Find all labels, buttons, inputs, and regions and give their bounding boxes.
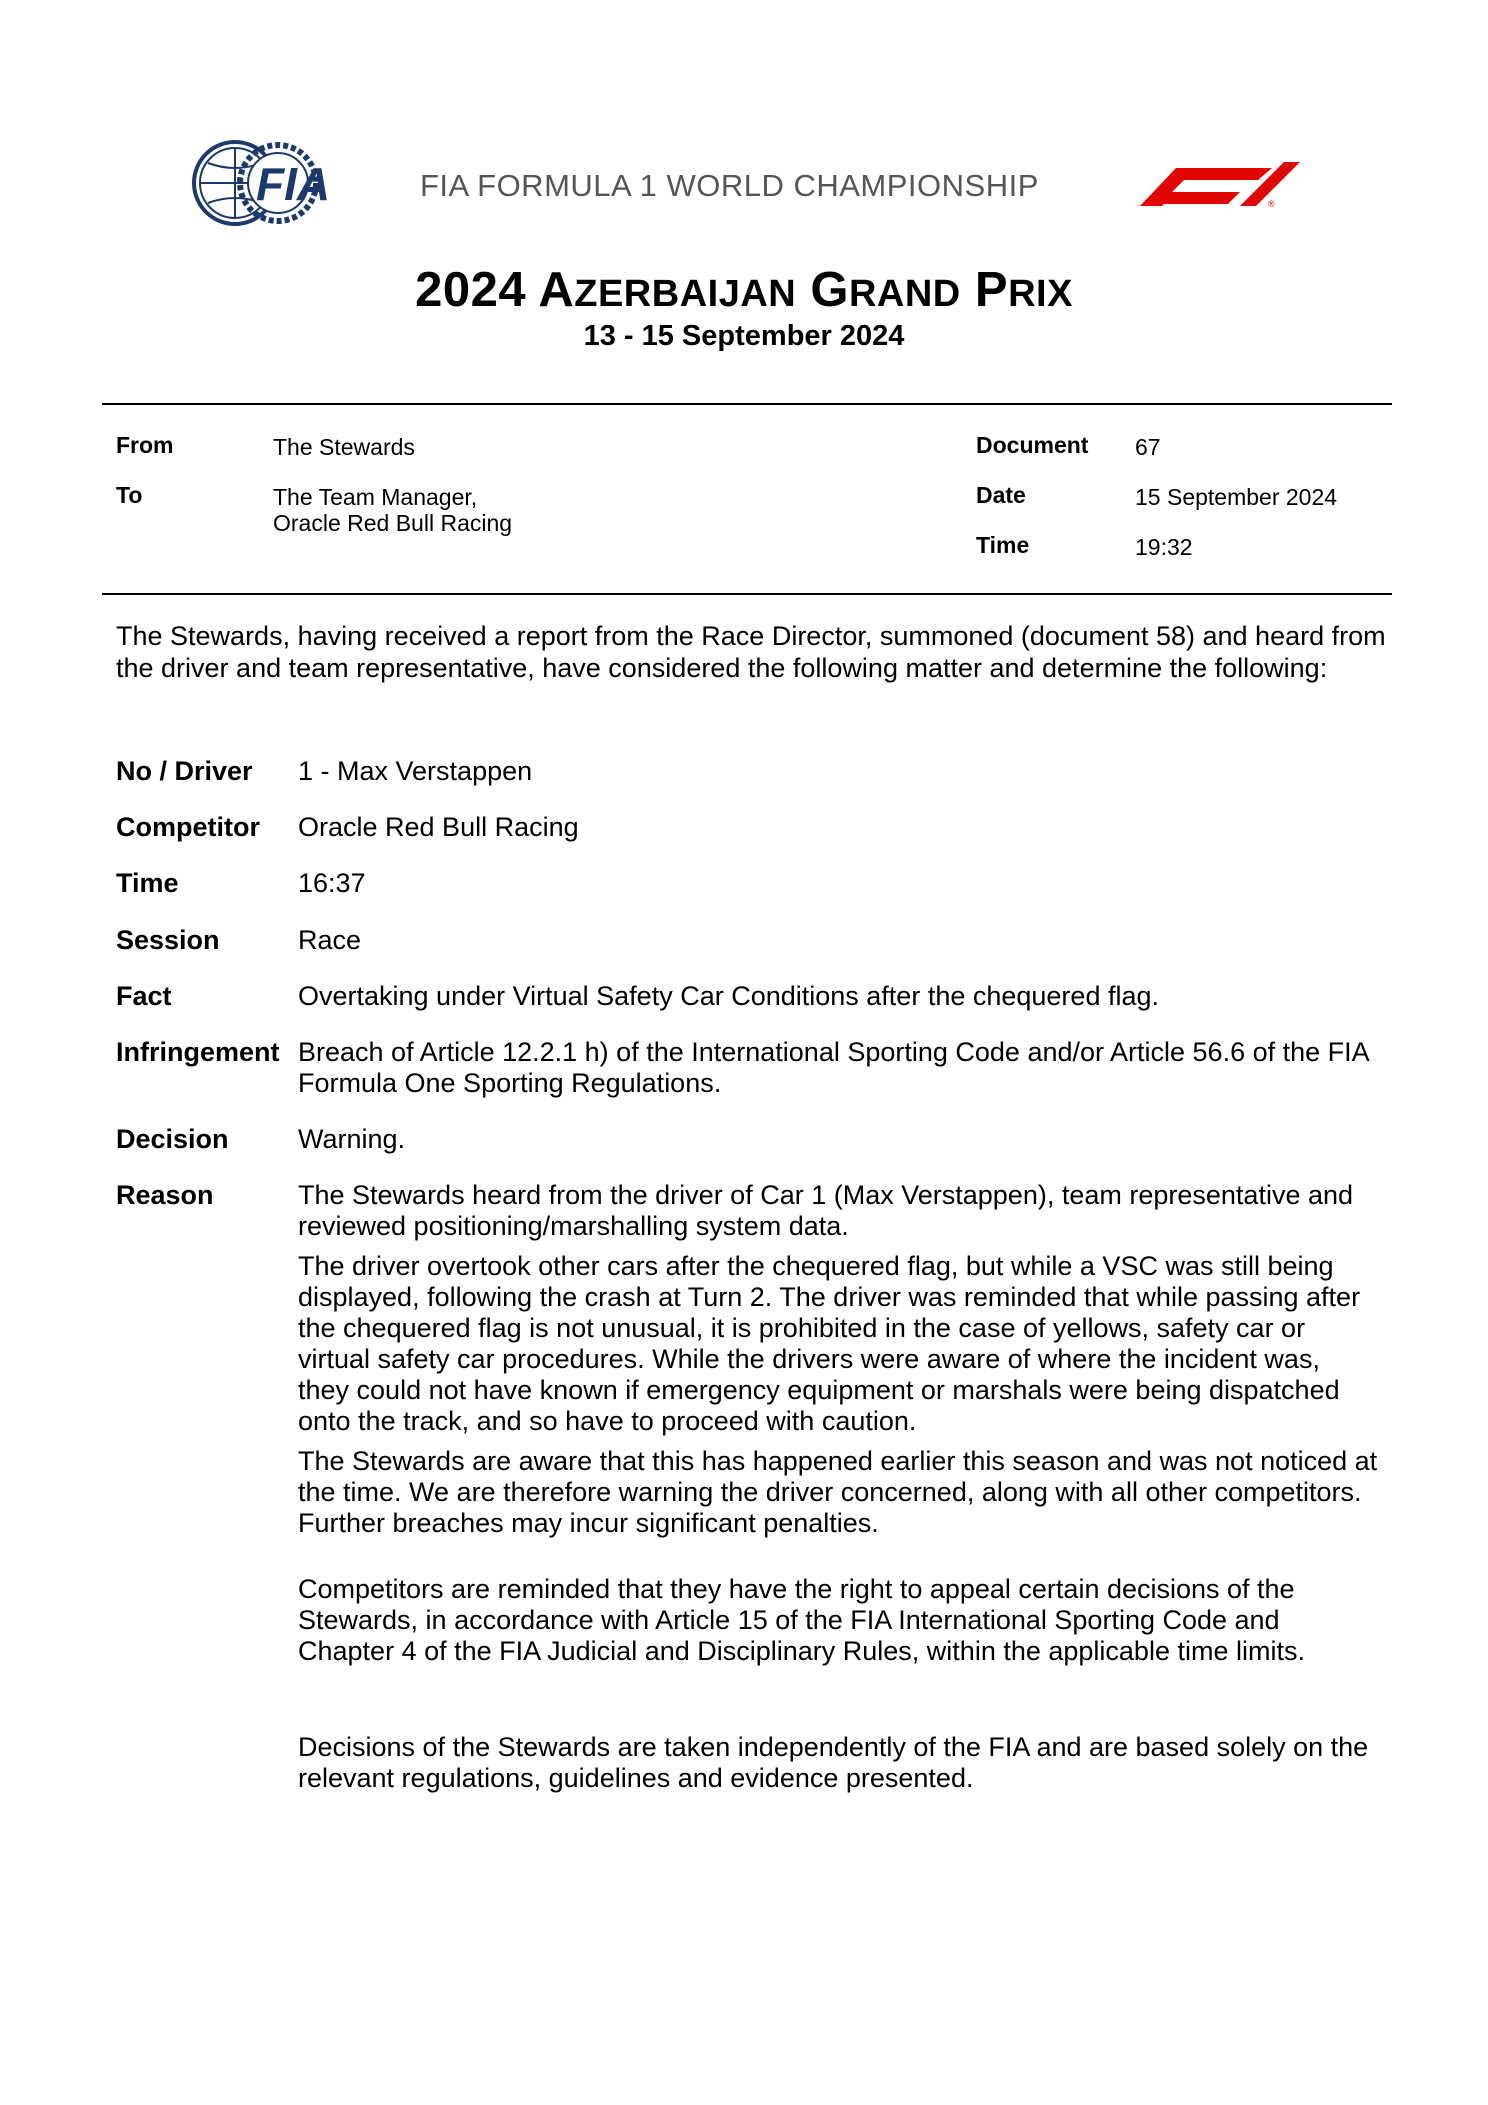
event-title (0, 262, 1488, 318)
incident-time-label: Time (116, 868, 179, 898)
event-title-word3: RIX (1008, 273, 1073, 315)
event-dates: 13 - 15 September 2024 (583, 320, 905, 352)
event-title-word2-initial: G (810, 263, 849, 317)
fia-logo-text: FIA (256, 158, 331, 210)
session-value: Race (298, 925, 362, 955)
session-label: Session (116, 925, 220, 955)
decision-label: Decision (116, 1124, 229, 1154)
date-value: 15 September 2024 (1135, 484, 1338, 510)
driver-label: No / Driver (116, 756, 253, 786)
fia-logo (190, 138, 331, 228)
infringement-value: Breach of Article 12.2.1 h) of the International Sporting Code and/or Article 56.6 of the FIA Formula One Sporting Regulations. (298, 1037, 1369, 1098)
event-title-word2: RAND (848, 273, 961, 315)
fact-value: Overtaking under Virtual Safety Car Conditions after the chequered flag. (298, 981, 1159, 1011)
event-title-word3-initial: P (974, 263, 1009, 317)
incident-time-value: 16:37 (298, 868, 366, 898)
date-label: Date (976, 482, 1026, 508)
reason-paragraph-1: The Stewards heard from the driver of Car 1 (Max Verstappen), team representative and reviewed positioning/marshalling system data. (298, 1180, 1354, 1241)
to-label: To (116, 482, 143, 508)
appeal-notice: Competitors are reminded that they have the right to appeal certain decisions of the Stewards, in accordance with Article 15 of the FIA International Sporting Code and Chapter 4 of the FIA Judicial and Disciplinary Rules, within the applicable time limits. (298, 1574, 1305, 1666)
fact-label: Fact (116, 981, 172, 1011)
reason-paragraph-2: The driver overtook other cars after the chequered flag, but while a VSC was still being displayed, following the crash at Turn 2. The driver was reminded that while passing after the chequered flag is not unusual, it is prohibited in the case of yellows, safety car or virtual safety car procedures. While the drivers were aware of where the incident was, they could not have known if emergency equipment or marshals were being dispatched onto the track, and so have to proceed with caution. (298, 1251, 1361, 1436)
event-title-word1: ZERBAIJAN (574, 273, 797, 315)
reason-paragraph-3: The Stewards are aware that this has happened earlier this season and was not noticed at the time. We are therefore warning the driver concerned, along with all other competitors. Further breaches may incur significant penalties. (298, 1446, 1378, 1538)
decision-value: Warning. (298, 1124, 406, 1154)
f1-logo (1122, 160, 1302, 208)
from-value: The Stewards (273, 434, 415, 460)
to-value-line1: The Team Manager, (273, 484, 478, 510)
meta-divider (102, 593, 1392, 595)
document-number: 67 (1135, 434, 1161, 460)
header-divider (102, 403, 1392, 405)
to-value (273, 484, 512, 536)
reason-label: Reason (116, 1180, 214, 1210)
svg-text:®: ® (1268, 199, 1275, 209)
competitor-value: Oracle Red Bull Racing (298, 812, 579, 842)
infringement-label: Infringement (116, 1037, 280, 1067)
time-label: Time (976, 532, 1030, 558)
championship-title: FIA FORMULA 1 WORLD CHAMPIONSHIP (420, 168, 1039, 203)
independence-notice: Decisions of the Stewards are taken independently of the FIA and are based solely on the relevant regulations, guidelines and evidence presented. (298, 1732, 1369, 1793)
f1-logo-text: F1 (1122, 160, 1124, 161)
driver-value: 1 - Max Verstappen (298, 756, 533, 786)
reason-text (298, 1180, 1378, 1548)
document-label: Document (976, 432, 1089, 458)
intro-paragraph: The Stewards, having received a report from the Race Director, summoned (document 58) and heard from the driver and team representative, have considered the following matter and determine the following: (116, 621, 1386, 683)
from-label: From (116, 432, 174, 458)
to-value-line2: Oracle Red Bull Racing (273, 510, 513, 536)
time-value: 19:32 (1135, 534, 1193, 560)
event-title-prefix: 2024 A (415, 263, 575, 317)
competitor-label: Competitor (116, 812, 260, 842)
